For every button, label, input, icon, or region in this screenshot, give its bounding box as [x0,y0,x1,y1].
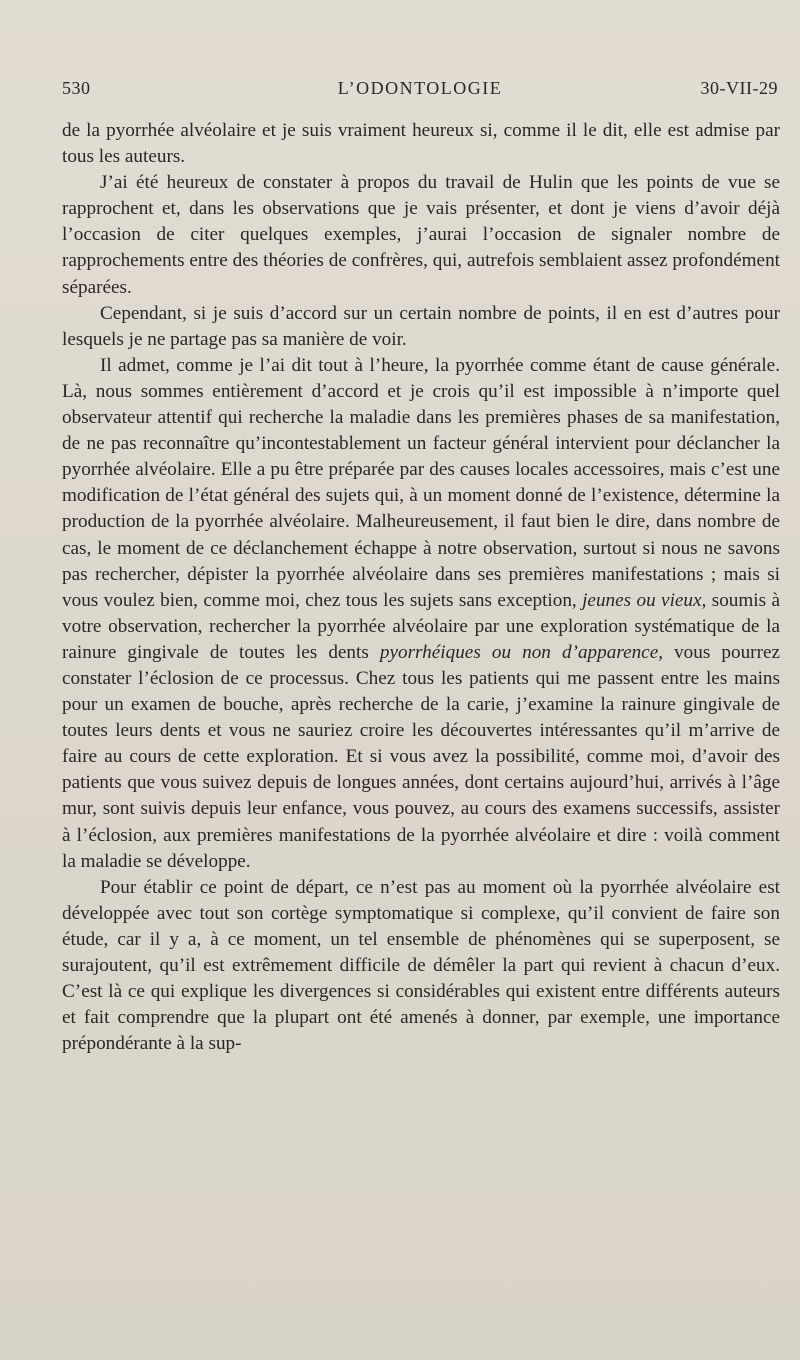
paragraph-text: de la pyorrhée alvéolaire et je suis vraiment heureux si, comme il le dit, elle est admise par tous les auteurs. [62,120,780,168]
issue-date: 30-VII-29 [700,78,778,98]
body-paragraph [62,875,780,1058]
italic-text: pyorrhéiques ou non d’apparence, [379,641,664,663]
italic-text: jeunes ou vieux, [582,589,707,611]
body-text [62,118,780,1057]
body-paragraph [62,353,780,875]
paragraph-text: Cependant, si je suis d’accord sur un certain nombre de points, il en est d’autres pour lesquels je ne partage pas sa manière de voir. [62,302,780,350]
paragraph-text: Il admet, comme je l’ai dit tout à l’heure, la pyorrhée comme étant de cause générale. Là, nous sommes entièrement d’accord et je crois qu’il est impossible à n’importe quel observateur attentif qui recherche la maladie dans les premières phases de sa manifestation, de ne pas reconnaître qu’incontestablement un facteur général intervient pour déclancher la pyorrhée alvéolaire. Elle a pu être préparée par des causes locales accessoires, mais c’est une modification de l’état général des sujets qui, à un moment donné de l’existence, détermine la production de la pyorrhée alvéolaire. Malheureusement, il faut bien le dire, dans nombre de cas, le moment de ce déclanchement échappe à notre observation, surtout si nous ne savons pas rechercher, dépister la pyorrhée alvéolaire dans ses premières manifestations ; mais si vous voulez bien, comme moi, chez tous les sujets sans exception, [62,354,780,611]
paragraph-text: J’ai été heureux de constater à propos du travail de Hulin que les points de vue se rapprochent et, dans les observations que je vais présenter, et dont je viens d’avoir déjà l’occasion de citer quelques exemples, j’aurai l’occasion de signaler nombre de rapprochements entre des théories de confrères, qui, autrefois semblaient assez profondément séparées. [62,172,780,298]
paragraph-text: vous pourrez constater l’éclosion de ce processus. Chez tous les patients qui me passent entre les mains pour un examen de bouche, après recherche de la carie, j’examine la rainure gingivale de toutes leurs dents et vous ne sauriez croire les découvertes intéressantes qu’il m’arrive de faire au cours de cette exploration. Et si vous avez la possibilité, comme moi, d’avoir des patients que vous suivez depuis de longues années, dont certains aujourd’hui, arrivés à l’âge mur, sont suivis depuis leur enfance, vous pouvez, au cours des examens successifs, assister à l’éclosion, aux premières manifestations de la pyorrhée alvéolaire et dire : voilà comment la maladie se développe. [62,641,780,872]
paragraph-text: Pour établir ce point de départ, ce n’est pas au moment où la pyorrhée alvéolaire est développée avec tout son cortège symptomatique si complexe, qu’il convient de faire son étude, car il y a, à ce moment, un tel ensemble de phénomènes qui se superposent, se surajoutent, qu’il est extrêmement difficile de démêler la part qui revient à chacun d’eux. C’est là ce qui explique les divergences si considérables qui existent entre différents auteurs et fait comprendre que la plupart ont été amenés à donner, par exemple, une importance prépondérante à la sup- [62,876,780,1055]
paragraph-text: soumis à votre observation, rechercher la pyorrhée alvéolaire par une exploration systématique de la rainure gingivale de toutes les dents [62,589,780,663]
running-header [62,78,778,104]
body-paragraph [62,301,780,353]
running-title: L’ODONTOLOGIE [337,78,503,98]
page-number: 530 [62,78,91,98]
body-paragraph [62,170,780,300]
body-paragraph [62,118,780,170]
